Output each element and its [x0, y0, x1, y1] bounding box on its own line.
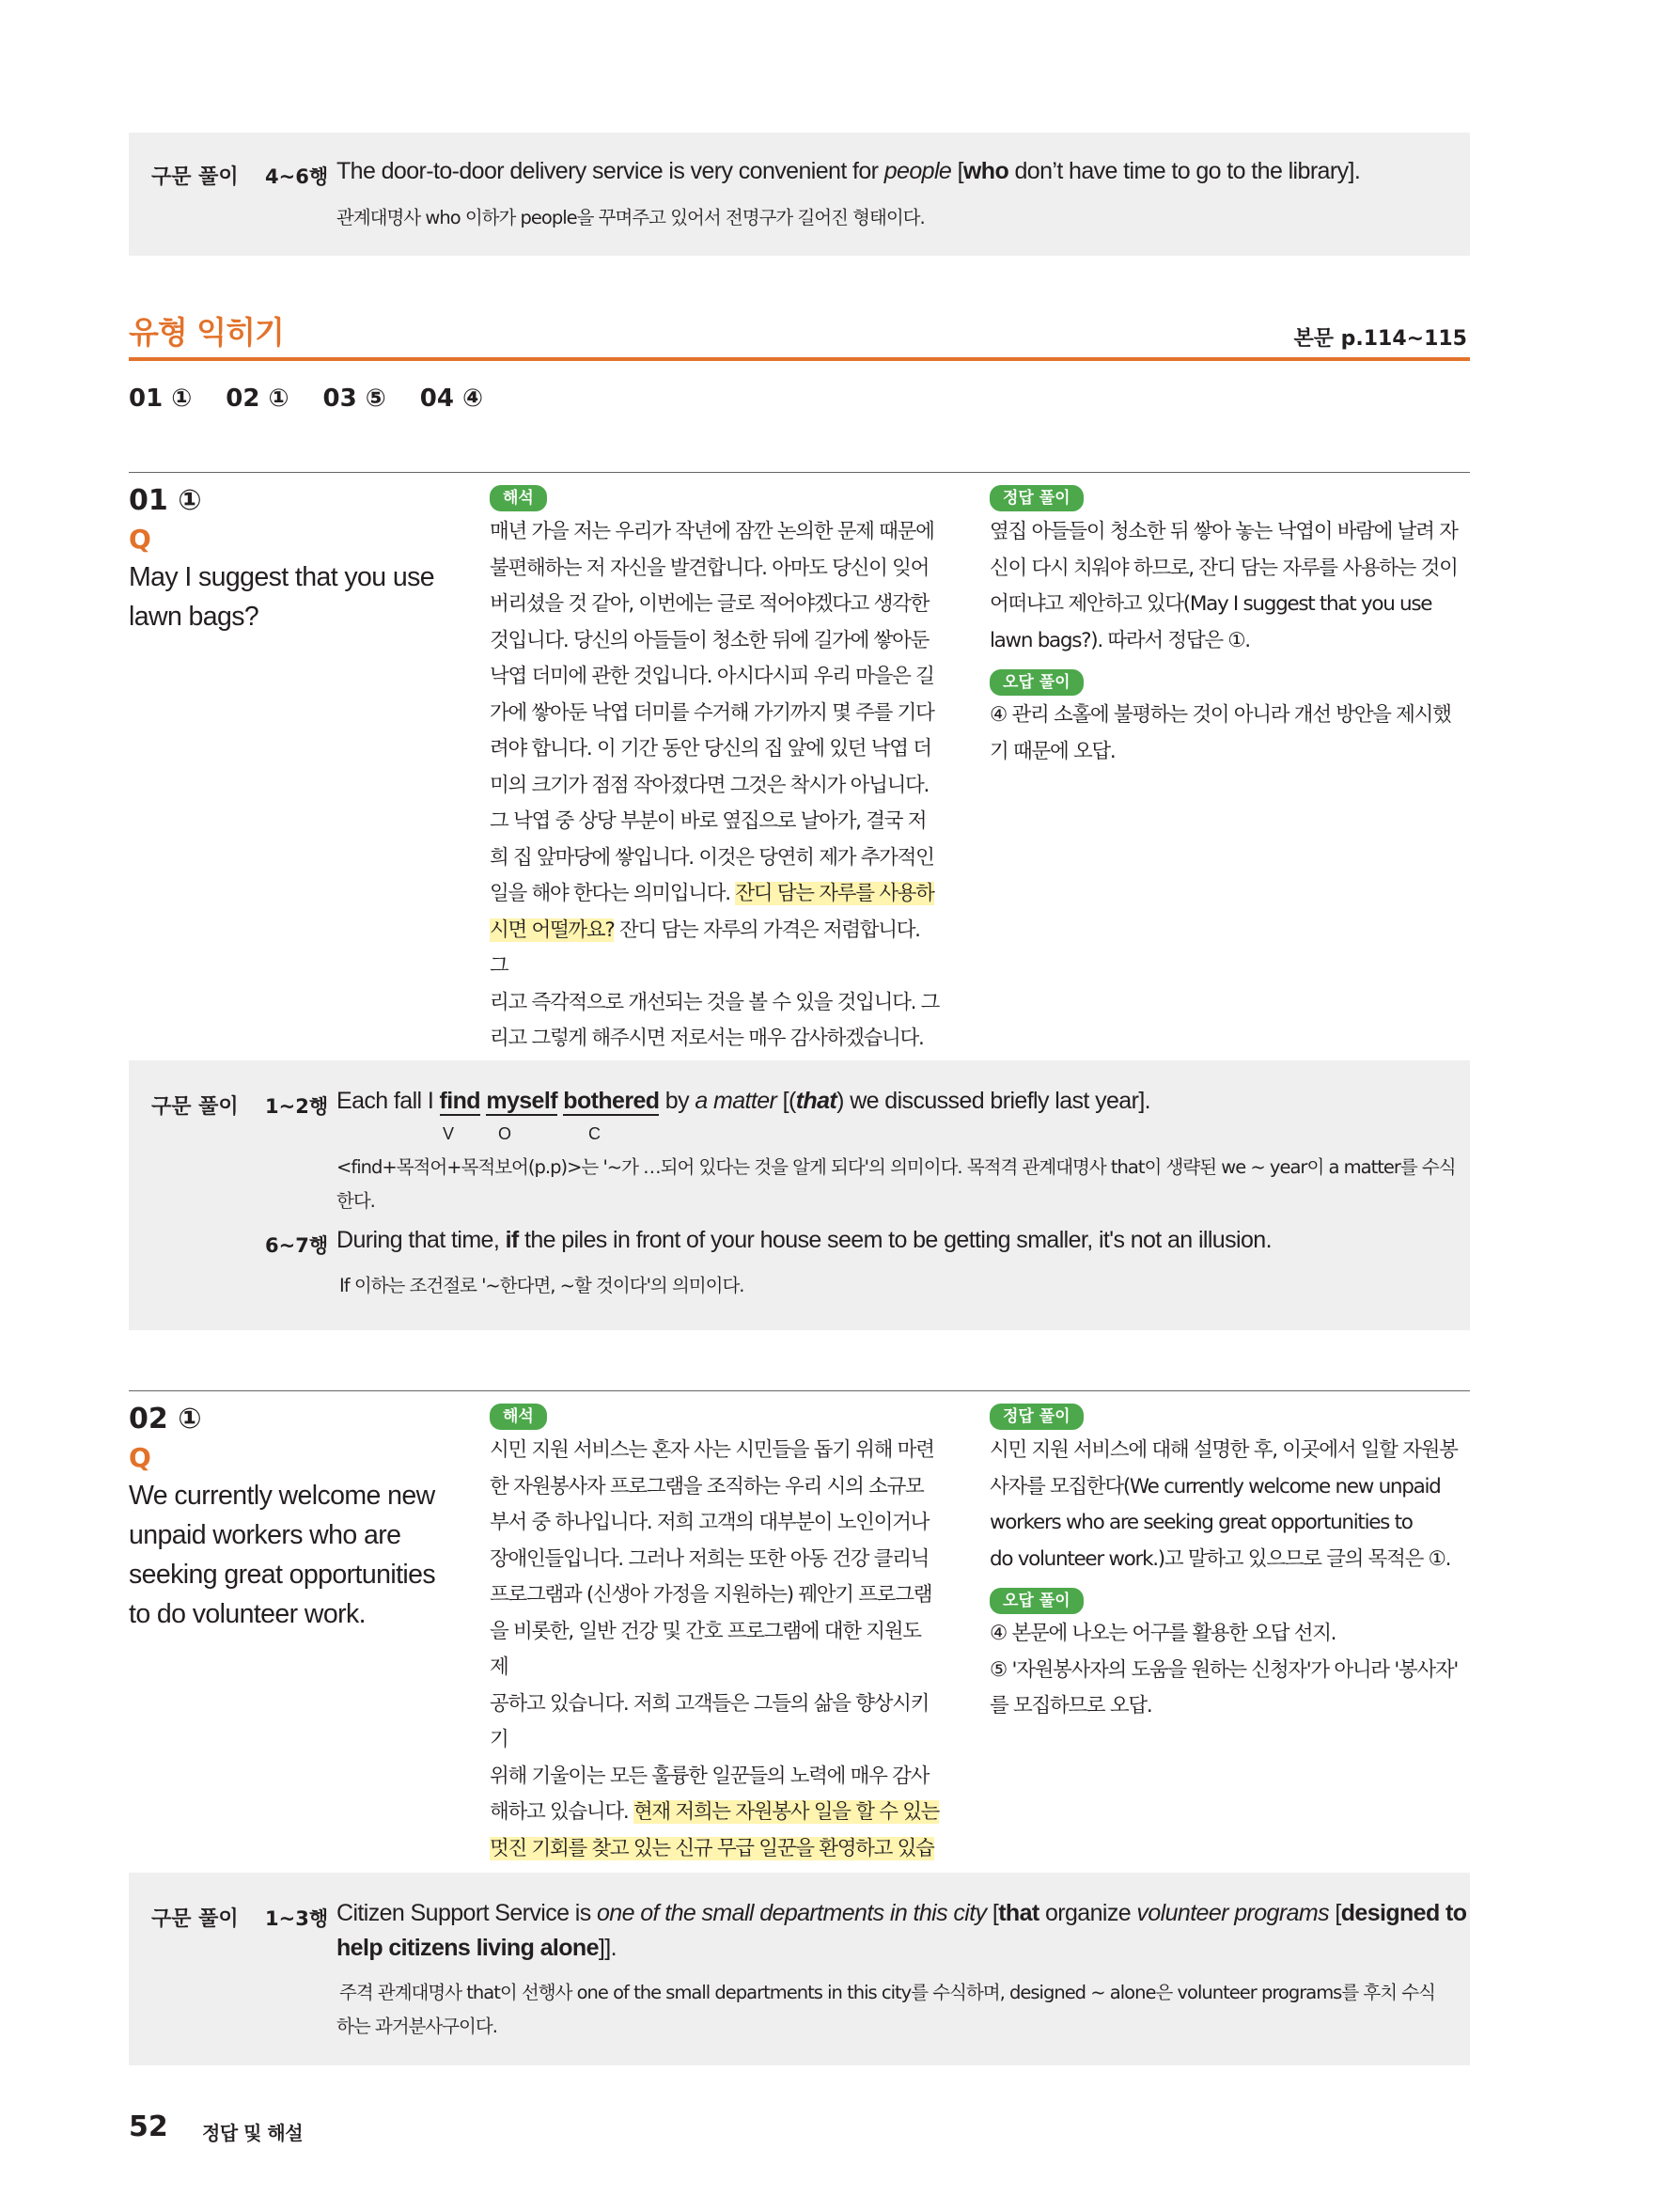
tag-label: 해석 — [490, 485, 547, 511]
sentence-part: if — [505, 1227, 519, 1253]
tag-label: 정답 풀이 — [990, 1404, 1084, 1430]
sentence-part: designed to — [1340, 1900, 1467, 1926]
wrong-answer-explanation — [990, 1616, 1478, 1725]
question-line: We currently welcome new — [129, 1481, 435, 1511]
question-line: May I suggest that you use — [129, 562, 435, 592]
answer-explanation — [990, 514, 1478, 659]
answer-key — [129, 384, 517, 413]
text-line: ④ 관리 소홀에 불평하는 것이 아니라 개선 방안을 제시했 — [990, 703, 1451, 727]
text-line: 공하고 있습니다. 저희 고객들은 그들의 삶을 향상시키기 — [490, 1691, 930, 1751]
section-title: 유형 익히기 — [129, 314, 284, 351]
sentence-part: that — [998, 1900, 1039, 1926]
sentence-part: people — [883, 158, 952, 184]
sentence-part: the piles in front of your house seem to be getting smaller, it's not an illusion. — [518, 1227, 1272, 1253]
example-sentence — [336, 1227, 1272, 1254]
question-q-mark: Q — [129, 524, 151, 555]
question-key-sentence — [129, 1476, 435, 1634]
text-line: 리고 그렇게 해주시면 저로서는 매우 감사하겠습니다. — [490, 1027, 924, 1050]
line-ref: 4~6행 — [265, 165, 329, 188]
answer-item: 01 ① — [129, 384, 193, 413]
question-number: 02 ① — [129, 1403, 202, 1435]
text-line: do volunteer work.)고 말하고 있으므로 글의 목적은 ①. — [990, 1546, 1451, 1571]
question-key-sentence — [129, 557, 434, 636]
text-line: 희 집 앞마당에 쌓입니다. 이것은 당연히 제가 추가적인 — [490, 845, 934, 870]
answer-item: 02 ① — [226, 384, 289, 413]
text-line: 을 비롯한, 일반 건강 및 간호 프로그램에 대한 지원도 제 — [490, 1619, 921, 1679]
text-line: 불편해하는 저 자신을 발견합니다. 아마도 당신이 잊어 — [490, 556, 930, 580]
verb-marker: V — [443, 1124, 455, 1143]
text-line: workers who are seeking great opportunities to — [990, 1511, 1413, 1534]
question-q-mark: Q — [129, 1442, 151, 1473]
text-part: 일을 해야 한다는 의미입니다. — [490, 882, 736, 905]
orange-divider — [129, 357, 1470, 361]
text-line: 려야 합니다. 이 기간 동안 당신의 집 앞에 있던 낙엽 더 — [490, 737, 931, 761]
text-line: 위해 기울이는 모든 훌륭한 일꾼들의 노력에 매우 감사 — [490, 1764, 930, 1788]
footer-title: 정답 및 해설 — [202, 2122, 304, 2144]
line-ref: 1~2행 — [265, 1095, 329, 1118]
object-underlined: myself — [486, 1088, 557, 1114]
sentence-part: [( — [776, 1088, 796, 1114]
text-line: 가에 쌓아둔 낙엽 더미를 수거해 가기까지 몇 주를 기다 — [490, 700, 934, 725]
text-line — [490, 1795, 941, 1831]
example-sentence — [336, 1900, 1466, 1927]
tag-label: 오답 풀이 — [990, 1588, 1084, 1614]
highlighted-text: 잔디 담는 자루를 사용하 — [735, 882, 934, 905]
text-line: 사자를 모집한다(We currently welcome new unpaid — [990, 1474, 1441, 1498]
sentence-part: Citizen Support Service is — [336, 1900, 597, 1926]
text-line: ④ 본문에 나오는 어구를 활용한 오답 선지. — [990, 1622, 1336, 1645]
text-line: 어떠냐고 제안하고 있다(May I suggest that you use — [990, 592, 1432, 616]
text-line: 장애인들입니다. 그러나 저희는 또한 아동 건강 클리닉 — [490, 1546, 930, 1571]
answer-item: 03 ⑤ — [322, 384, 386, 413]
example-sentence — [336, 158, 1360, 185]
text-line: 그 낙엽 중 상당 부분이 바로 옆집으로 날아가, 결국 저 — [490, 809, 927, 833]
note-label: 구문 풀이 — [151, 165, 239, 189]
highlighted-text: 멋진 기회를 찾고 있는 신규 무급 일꾼을 환영하고 있습 — [490, 1836, 934, 1860]
question-line: to do volunteer work. — [129, 1599, 366, 1629]
question-line: unpaid workers who are — [129, 1520, 401, 1550]
text-line — [490, 1831, 941, 1868]
translation-text — [490, 1433, 941, 1904]
wrong-answer-tag — [990, 669, 1084, 696]
answer-explanation-tag — [990, 1404, 1084, 1430]
complement-underlined: bothered — [563, 1088, 660, 1114]
tag-label: 해석 — [490, 1404, 547, 1430]
sentence-part: one of the small departments in this city — [596, 1900, 987, 1926]
text-line: 리고 즉각적으로 개선되는 것을 볼 수 있을 것입니다. 그 — [490, 990, 940, 1014]
sentence-part: don’t have time to go to the library]. — [1008, 158, 1361, 184]
text-line: 낙엽 더미에 관한 것입니다. 아시다시피 우리 마을은 길 — [490, 665, 934, 688]
note-explanation: 관계대명사 who 이하가 people을 꾸며주고 있어서 전명구가 길어진 형태이다. — [336, 207, 925, 228]
example-sentence — [336, 1088, 1150, 1115]
sentence-part: ]]. — [598, 1935, 617, 1961]
question-line: seeking great opportunities — [129, 1560, 436, 1590]
question-divider — [129, 1390, 1470, 1391]
note-label: 구문 풀이 — [151, 1095, 239, 1119]
highlighted-text: 시면 어떨까요? — [490, 918, 615, 942]
sentence-part: volunteer programs — [1136, 1900, 1330, 1926]
text-part: 잔디 담는 자루의 가격은 저렴합니다. 그 — [490, 918, 920, 978]
text-line: 신이 다시 치워야 하므로, 잔디 담는 자루를 사용하는 것이 — [990, 556, 1458, 580]
note-label: 구문 풀이 — [151, 1907, 239, 1931]
tag-label: 오답 풀이 — [990, 669, 1084, 696]
answer-explanation — [990, 1433, 1478, 1577]
text-line: 한 자원봉사자 프로그램을 조직하는 우리 시의 소규모 — [490, 1474, 924, 1498]
page-reference: 본문 p.114~115 — [1293, 327, 1467, 351]
translation-text — [490, 514, 941, 1058]
text-line: 시민 지원 서비스에 대해 설명한 후, 이곳에서 일할 자원봉 — [990, 1438, 1458, 1462]
text-line: ⑤ '자원봉사자의 도움을 원하는 신청자'가 아니라 '봉사자' — [990, 1657, 1458, 1682]
verb-underlined: find — [439, 1088, 480, 1114]
translation-tag — [490, 1404, 547, 1430]
text-part: 해하고 있습니다. — [490, 1800, 633, 1824]
sentence-part: a matter — [695, 1088, 777, 1114]
text-line: 버리셨을 것 같아, 이번에는 글로 적어야겠다고 생각한 — [490, 592, 930, 616]
object-marker: O — [498, 1124, 512, 1143]
wrong-answer-tag — [990, 1588, 1084, 1614]
text-line: 매년 가을 저는 우리가 작년에 잠깐 논의한 문제 때문에 — [490, 520, 934, 543]
note-explanation: 한다. — [336, 1190, 375, 1212]
text-line: 미의 크기가 점점 작아졌다면 그것은 착시가 아닙니다. — [490, 773, 930, 797]
text-line — [490, 913, 941, 985]
q01-syntax-note — [129, 1060, 1470, 1330]
highlighted-text: 현재 저희는 자원봉사 일을 할 수 있는 — [633, 1800, 940, 1824]
question-divider — [129, 472, 1470, 473]
text-line: 옆집 아들들이 청소한 뒤 쌓아 놓는 낙엽이 바람에 날려 자 — [990, 520, 1458, 543]
note-explanation: 하는 과거분사구이다. — [336, 2016, 497, 2037]
sentence-part: The door-to-door delivery service is very convenient for — [336, 158, 884, 184]
sentence-part: ) we discussed briefly last year]. — [836, 1088, 1151, 1114]
sentence-part: organize — [1039, 1900, 1137, 1926]
tag-label: 정답 풀이 — [990, 485, 1084, 511]
sentence-part: by — [659, 1088, 695, 1114]
sentence-part: help citizens living alone — [336, 1935, 599, 1961]
line-ref: 6~7행 — [265, 1234, 329, 1257]
sentence-part: that — [795, 1088, 837, 1114]
top-syntax-note — [129, 133, 1470, 256]
example-sentence-continued — [336, 1935, 617, 1962]
complement-marker: C — [588, 1124, 601, 1143]
note-explanation: If 이하는 조건절로 '~한다면, ~할 것이다'의 의미이다. — [339, 1275, 744, 1296]
question-number: 01 ① — [129, 484, 202, 517]
sentence-part: [ — [986, 1900, 999, 1926]
note-explanation: <find+목적어+목적보어(p.p)>는 '~가 …되어 있다는 것을 알게 되다'의 의미이다. 목적격 관계대명사 that이 생략된 we ~ year이 a matter를 수식 — [336, 1156, 1456, 1178]
sentence-part: [ — [1329, 1900, 1341, 1926]
sentence-part: [ — [951, 158, 963, 184]
sentence-part: During that time, — [336, 1227, 506, 1253]
question-line: lawn bags? — [129, 602, 259, 632]
text-line: 프로그램과 (신생아 가정을 지원하는) 꿰안기 프로그램 — [490, 1583, 932, 1607]
wrong-answer-explanation — [990, 698, 1478, 770]
text-line: 부서 중 하나입니다. 저희 고객의 대부분이 노인이거나 — [490, 1511, 930, 1534]
sentence-part: Each fall I — [336, 1088, 440, 1114]
text-line: 를 모집하므로 오답. — [990, 1694, 1152, 1718]
note-explanation: 주격 관계대명사 that이 선행사 one of the small departments in this city를 수식하며, designed ~ alone은 volunteer programs를 후치 수식 — [339, 1982, 1435, 2003]
text-line: lawn bags?). 따라서 정답은 ①. — [990, 628, 1250, 652]
text-line: 것입니다. 당신의 아들들이 청소한 뒤에 길가에 쌓아둔 — [490, 628, 930, 652]
answer-explanation-tag — [990, 485, 1084, 511]
text-line: 기 때문에 오답. — [990, 739, 1116, 763]
text-line — [490, 876, 941, 913]
sentence-part: who — [962, 158, 1009, 184]
translation-tag — [490, 485, 547, 511]
q02-syntax-note — [129, 1873, 1470, 2065]
answer-item: 04 ④ — [419, 384, 483, 413]
line-ref: 1~3행 — [265, 1907, 329, 1930]
text-line: 시민 지원 서비스는 혼자 사는 시민들을 돕기 위해 마련 — [490, 1438, 934, 1462]
page-number: 52 — [129, 2110, 168, 2143]
